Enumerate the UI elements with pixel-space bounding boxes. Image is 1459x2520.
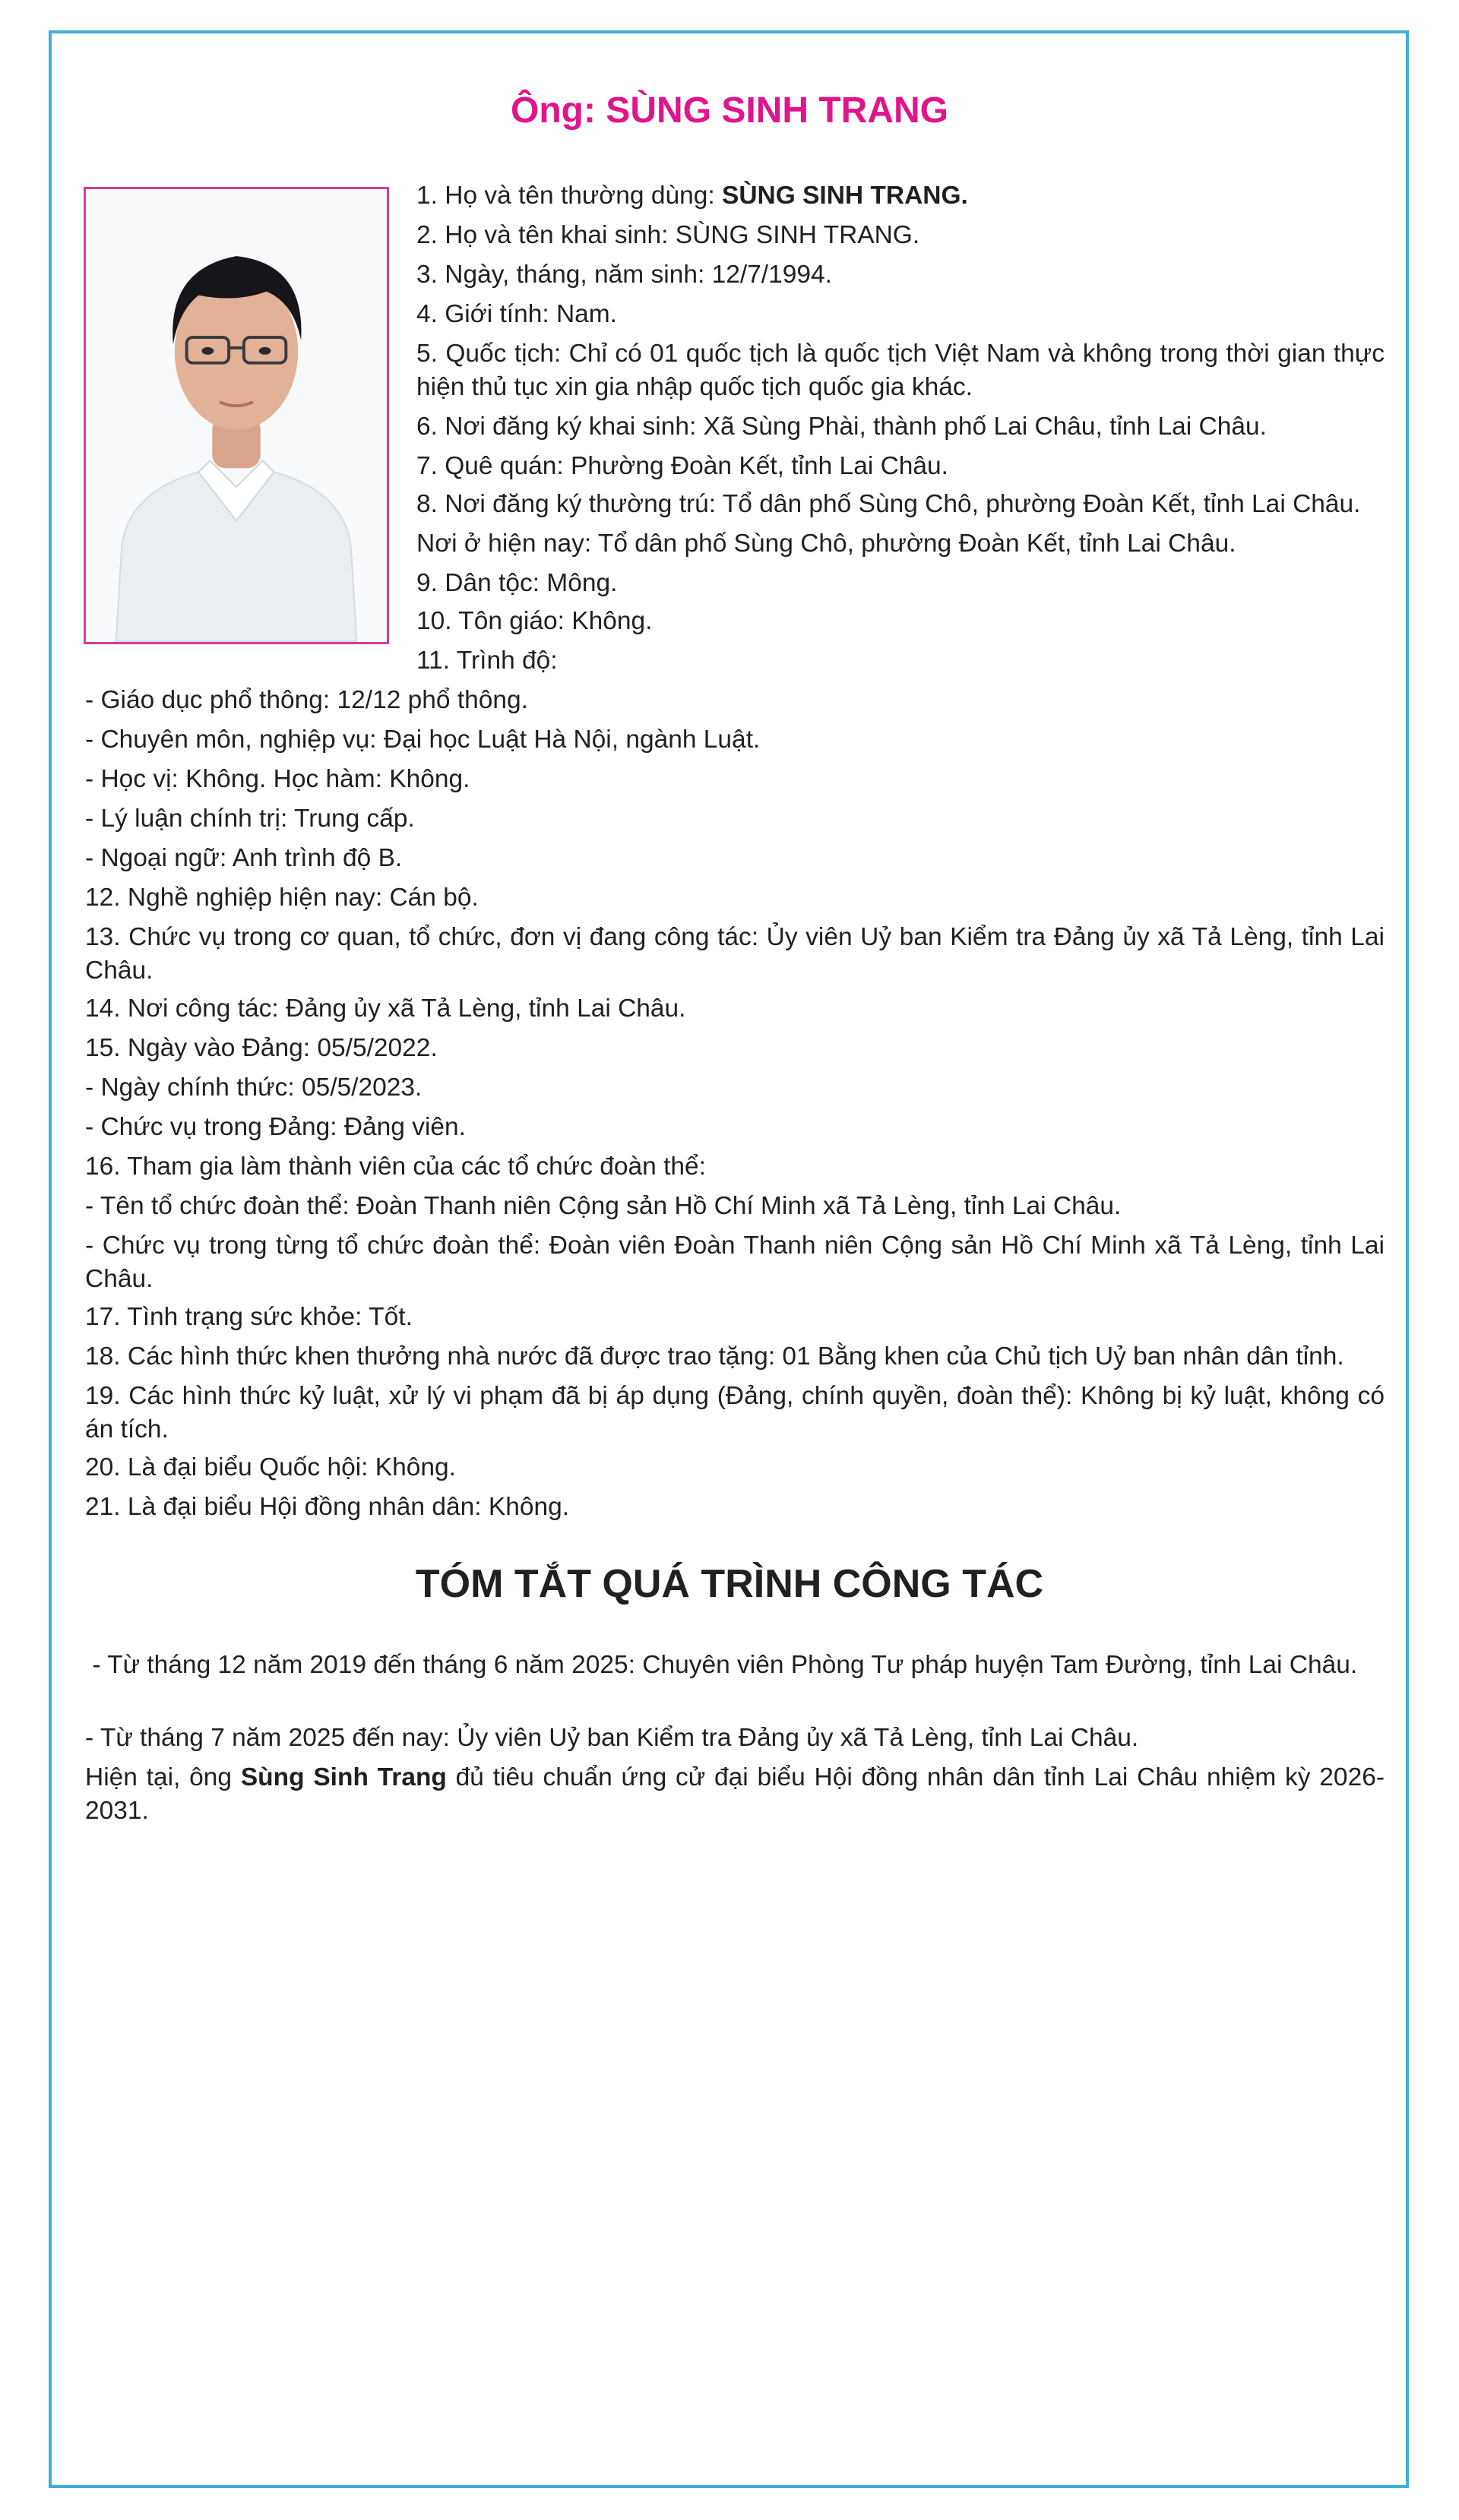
info-line-1-value: SÙNG SINH TRANG. [721,182,968,210]
info-line-11b: - Chuyên môn, nghiệp vụ: Đại học Luật Hà Nội, ngành Luật. [85,726,761,754]
info-line-8: 8. Nơi đăng ký thường trú: Tổ dân phố Sùng Chô, phường Đoàn Kết, tỉnh Lai Châu. [416,490,1361,518]
info-line-2: 2. Họ và tên khai sinh: SÙNG SINH TRANG. [416,221,920,249]
info-line-11a: - Giáo dục phổ thông: 12/12 phổ thông. [85,686,528,714]
info-line-16a: - Tên tổ chức đoàn thể: Đoàn Thanh niên Cộng sản Hồ Chí Minh xã Tả Lèng, tỉnh Lai Châu. [85,1192,1122,1220]
info-line-1-label: 1. Họ và tên thường dùng: [416,182,722,210]
info-line-19: 19. Các hình thức kỷ luật, xử lý vi phạm đã bị áp dụng (Đảng, chính quyền, đoàn thể): Không bị kỷ luật, không có án tích. [85,1382,1385,1443]
info-line-15b: - Chức vụ trong Đảng: Đảng viên. [85,1113,466,1141]
info-line-11c: - Học vị: Không. Học hàm: Không. [85,765,470,793]
info-line-14: 14. Nơi công tác: Đảng ủy xã Tả Lèng, tỉnh Lai Châu. [85,994,686,1023]
summary-conclusion-pre: Hiện tại, ông [85,1763,241,1791]
summary-item-1: - Từ tháng 12 năm 2019 đến tháng 6 năm 2025: Chuyên viên Phòng Tư pháp huyện Tam Đường, tỉnh Lai Châu. [85,1651,1358,1679]
info-line-4: 4. Giới tính: Nam. [416,300,617,328]
info-line-1 [416,179,968,213]
info-line-11e: - Ngoại ngữ: Anh trình độ B. [85,844,403,872]
info-line-15a: - Ngày chính thức: 05/5/2023. [85,1073,423,1102]
portrait-image [86,189,387,642]
info-line-6: 6. Nơi đăng ký khai sinh: Xã Sùng Phài, thành phố Lai Châu, tỉnh Lai Châu. [416,413,1267,441]
info-line-8-residence: Nơi ở hiện nay: Tổ dân phố Sùng Chô, phường Đoàn Kết, tỉnh Lai Châu. [416,530,1236,558]
info-line-11: 11. Trình độ: [416,647,558,675]
summary-conclusion-post: đủ tiêu chuẩn ứng cử đại biểu Hội đồng nhân dân tỉnh Lai Châu nhiệm kỳ 2026-2031. [85,1763,1385,1825]
info-line-16b: - Chức vụ trong từng tổ chức đoàn thể: Đoàn viên Đoàn Thanh niên Cộng sản Hồ Chí Minh xã Tả Lèng, tỉnh Lai Châu. [85,1232,1385,1293]
info-line-10: 10. Tôn giáo: Không. [416,607,653,635]
info-line-16: 16. Tham gia làm thành viên của các tổ chức đoàn thể: [85,1152,706,1181]
info-line-11d: - Lý luận chính trị: Trung cấp. [85,805,415,833]
summary-conclusion-name: Sùng Sinh Trang [240,1763,447,1791]
info-line-5: 5. Quốc tịch: Chỉ có 01 quốc tịch là quốc tịch Việt Nam và không trong thời gian thực hiện thủ tục xin gia nhập quốc tịch quốc gia khác. [416,340,1385,401]
info-line-13: 13. Chức vụ trong cơ quan, tổ chức, đơn vị đang công tác: Ủy viên Uỷ ban Kiểm tra Đảng ủy xã Tả Lèng, tỉnh Lai Châu. [85,923,1385,985]
candidate-photo [84,187,389,644]
candidate-title: Ông: SÙNG SINH TRANG [511,90,948,131]
info-line-17: 17. Tình trạng sức khỏe: Tốt. [85,1303,413,1331]
summary-heading: TÓM TẮT QUÁ TRÌNH CÔNG TÁC [415,1562,1044,1606]
info-line-20: 20. Là đại biểu Quốc hội: Không. [85,1453,456,1481]
info-line-12: 12. Nghề nghiệp hiện nay: Cán bộ. [85,884,479,912]
info-line-7: 7. Quê quán: Phường Đoàn Kết, tỉnh Lai Châu. [416,452,948,480]
info-line-21: 21. Là đại biểu Hội đồng nhân dân: Không. [85,1493,570,1521]
info-line-18: 18. Các hình thức khen thưởng nhà nước đã được trao tặng: 01 Bằng khen của Chủ tịch Uỷ ban nhân dân tỉnh. [85,1342,1344,1371]
summary-item-2: - Từ tháng 7 năm 2025 đến nay: Ủy viên Uỷ ban Kiểm tra Đảng ủy xã Tả Lèng, tỉnh Lai Châu. [85,1724,1139,1752]
info-line-15: 15. Ngày vào Đảng: 05/5/2022. [85,1034,438,1062]
info-line-9: 9. Dân tộc: Mông. [416,569,618,597]
info-line-3: 3. Ngày, tháng, năm sinh: 12/7/1994. [416,261,832,289]
summary-conclusion [85,1761,1385,1828]
